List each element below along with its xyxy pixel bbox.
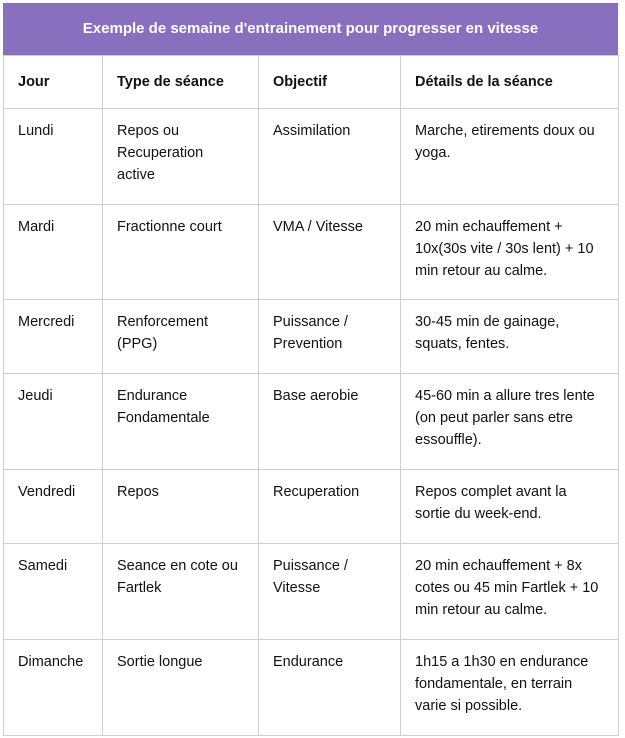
cell-jour: Vendredi	[4, 470, 103, 544]
header-objectif: Objectif	[259, 56, 401, 109]
cell-type: Seance en cote ou Fartlek	[103, 544, 259, 640]
cell-type: Sortie longue	[103, 640, 259, 736]
cell-objectif: Endurance	[259, 640, 401, 736]
cell-details: Repos complet avant la sortie du week-end.	[401, 470, 619, 544]
cell-objectif: Recuperation	[259, 470, 401, 544]
cell-details: Marche, etirements doux ou yoga.	[401, 109, 619, 205]
table-row	[4, 374, 619, 470]
cell-details: 1h15 a 1h30 en endurance fondamentale, en terrain varie si possible.	[401, 640, 619, 736]
table-row	[4, 544, 619, 640]
cell-objectif: VMA / Vitesse	[259, 205, 401, 300]
table-row	[4, 205, 619, 300]
cell-jour: Dimanche	[4, 640, 103, 736]
cell-objectif: Base aerobie	[259, 374, 401, 470]
header-jour: Jour	[4, 56, 103, 109]
schedule-table	[3, 55, 619, 736]
table-row	[4, 109, 619, 205]
header-details: Détails de la séance	[401, 56, 619, 109]
cell-objectif: Puissance / Vitesse	[259, 544, 401, 640]
cell-jour: Jeudi	[4, 374, 103, 470]
cell-jour: Samedi	[4, 544, 103, 640]
cell-jour: Mercredi	[4, 300, 103, 374]
training-week-table	[3, 3, 618, 736]
header-type: Type de séance	[103, 56, 259, 109]
cell-type: Renforcement (PPG)	[103, 300, 259, 374]
cell-details: 20 min echauffement + 10x(30s vite / 30s lent) + 10 min retour au calme.	[401, 205, 619, 300]
cell-type: Fractionne court	[103, 205, 259, 300]
table-title: Exemple de semaine d'entrainement pour progresser en vitesse	[3, 3, 618, 55]
cell-details: 45-60 min a allure tres lente (on peut parler sans etre essouffle).	[401, 374, 619, 470]
cell-type: Repos	[103, 470, 259, 544]
cell-details: 20 min echauffement + 8x cotes ou 45 min Fartlek + 10 min retour au calme.	[401, 544, 619, 640]
cell-type: Endurance Fondamentale	[103, 374, 259, 470]
cell-jour: Mardi	[4, 205, 103, 300]
header-row	[4, 56, 619, 109]
cell-type: Repos ou Recuperation active	[103, 109, 259, 205]
table-row	[4, 300, 619, 374]
table-row	[4, 640, 619, 736]
table-row	[4, 470, 619, 544]
cell-details: 30-45 min de gainage, squats, fentes.	[401, 300, 619, 374]
cell-jour: Lundi	[4, 109, 103, 205]
cell-objectif: Assimilation	[259, 109, 401, 205]
cell-objectif: Puissance / Prevention	[259, 300, 401, 374]
